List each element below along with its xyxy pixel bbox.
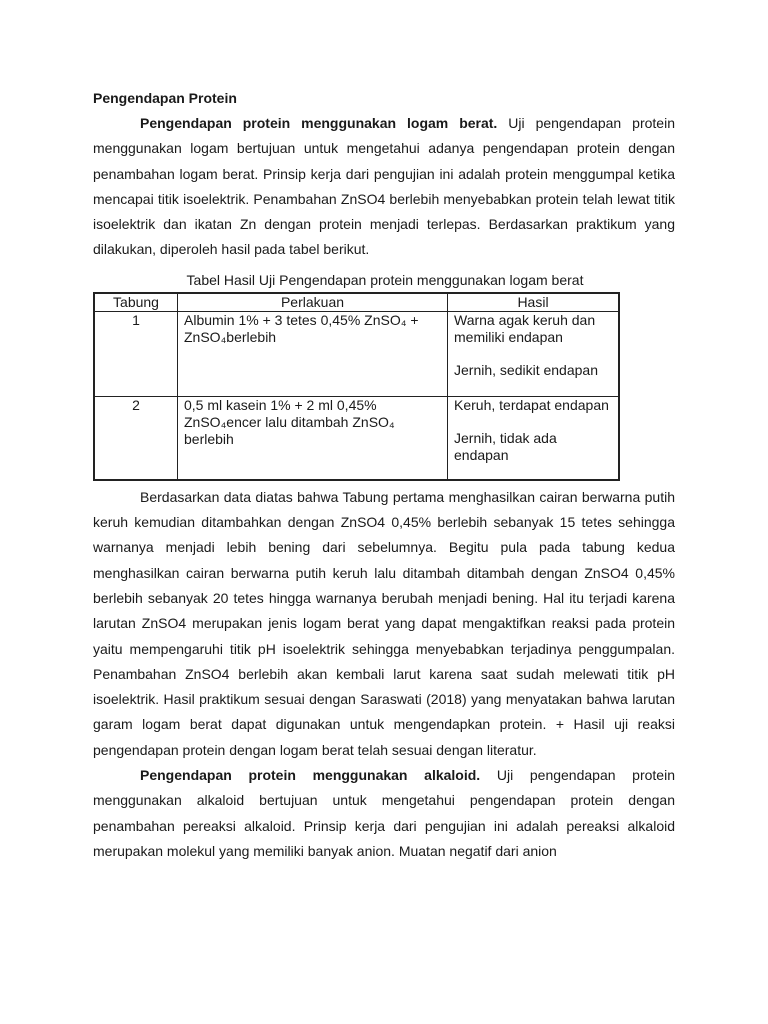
hasil-after: Jernih, sedikit endapan	[454, 361, 598, 378]
hasil-after: Jernih, tidak ada endapan	[454, 429, 557, 463]
paragraph-heavy-metal	[93, 111, 675, 263]
header-perlakuan: Perlakuan	[178, 293, 448, 312]
cell-perlakuan: 0,5 ml kasein 1% + 2 ml 0,45% ZnSO₄encer lalu ditambah ZnSO₄ berlebih	[178, 396, 448, 480]
paragraph-text-alkaloid: Uji pengendapan protein menggunakan alkaloid bertujuan untuk mengetahui pengendapan protein dengan penambahan pereaksi alkaloid. Prinsip kerja dari pengujian ini adalah pereaksi alkaloid merupakan molekul yang memiliki banyak anion. Muatan negatif dari anion	[93, 767, 675, 859]
paragraph-lead-alkaloid: Pengendapan protein menggunakan alkaloid.	[140, 767, 481, 784]
paragraph-text-heavy-metal: Uji pengendapan protein menggunakan logam bertujuan untuk mengetahui adanya pengendapan protein dengan penambahan logam berat. Prinsip kerja dari pengujian ini adalah protein menggumpal ketika mencapai titik isoelektrik. Penambahan ZnSO4 berlebih menyebabkan protein telah lewat titik isoelektrik dan ikatan Zn dengan protein menjadi terlepas. Berdasarkan praktikum yang dilakukan, diperoleh hasil pada tabel berikut.	[93, 115, 675, 258]
cell-hasil	[448, 396, 620, 480]
table-row	[94, 396, 619, 480]
paragraph-alkaloid	[93, 763, 675, 864]
document-page	[93, 86, 675, 864]
table-header-row	[94, 293, 619, 312]
cell-hasil	[448, 311, 620, 396]
hasil-before: Warna agak keruh dan memiliki endapan	[454, 311, 596, 345]
table-row	[94, 311, 619, 396]
cell-perlakuan: Albumin 1% + 3 tetes 0,45% ZnSO₄ + ZnSO₄berlebih	[178, 311, 448, 396]
header-hasil: Hasil	[448, 293, 620, 312]
hasil-before: Keruh, terdapat endapan	[454, 396, 609, 413]
paragraph-lead-heavy-metal: Pengendapan protein menggunakan logam berat.	[140, 115, 498, 131]
results-table	[93, 292, 620, 481]
paragraph-discussion: Berdasarkan data diatas bahwa Tabung pertama menghasilkan cairan berwarna putih keruh kemudian ditambahkan dengan ZnSO4 0,45% berlebih sebanyak 15 tetes sehingga warnanya menjadi lebih bening dari sebelumnya. Begitu pula pada tabung kedua menghasilkan cairan berwarna putih keruh lalu ditambah ditambah dengan ZnSO4 0,45% berlebih sebanyak 20 tetes hingga warnanya berubah menjadi bening. Hal itu terjadi karena larutan ZnSO4 merupakan jenis logam berat yang dapat mengaktifkan reaksi pada protein yaitu mempengaruhi titik pH isoelektrik sehingga menyebabkan terjadinya penggumpalan. Penambahan ZnSO4 berlebih akan kembali larut karena saat sudah melewati titik pH isoelektrik. Hasil praktikum sesuai dengan Saraswati (2018) yang menyatakan bahwa larutan garam logam berat dapat digunakan untuk mengendapkan protein. + Hasil uji reaksi pengendapan protein dengan logam berat telah sesuai dengan literatur.	[93, 488, 675, 758]
table-caption: Tabel Hasil Uji Pengendapan protein menggunakan logam berat	[186, 271, 584, 288]
cell-tabung: 2	[94, 396, 178, 480]
cell-tabung: 1	[94, 311, 178, 396]
section-heading: Pengendapan Protein	[93, 90, 237, 106]
header-tabung: Tabung	[94, 293, 178, 312]
